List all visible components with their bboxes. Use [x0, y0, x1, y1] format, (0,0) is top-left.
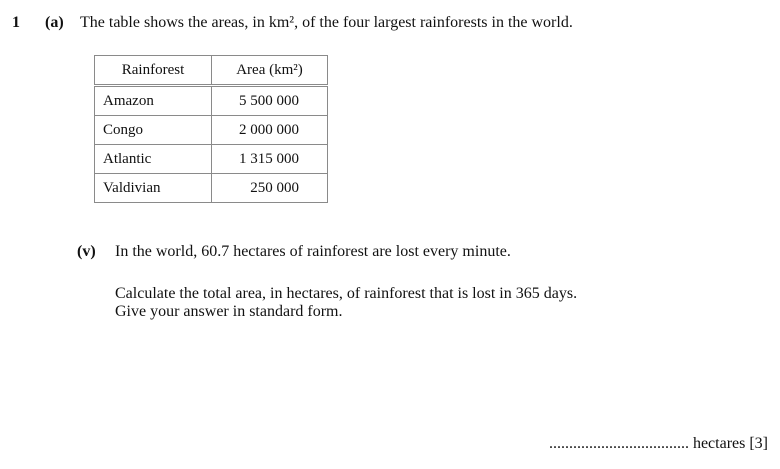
answer-dots[interactable]: ...................................	[548, 435, 689, 452]
question-part-label: (a)	[45, 14, 64, 31]
table-header-row	[95, 56, 328, 86]
table-cell-area: 250 000	[212, 174, 328, 203]
table-cell-area: 5 500 000	[212, 86, 328, 116]
table-cell-name: Valdivian	[95, 174, 212, 203]
table-cell-name: Atlantic	[95, 145, 212, 174]
table-header-rainforest: Rainforest	[95, 56, 212, 86]
table-header-area: Area (km²)	[212, 56, 328, 86]
table-row	[95, 116, 328, 145]
table-cell-name: Amazon	[95, 86, 212, 116]
subquestion-label: (v)	[77, 243, 96, 260]
question-intro-text: The table shows the areas, in km², of the four largest rainforests in the world.	[80, 14, 573, 31]
rainforest-area-table	[94, 55, 328, 203]
marks-label: [3]	[749, 435, 768, 452]
answer-line	[549, 435, 768, 453]
table-row	[95, 145, 328, 174]
table-row	[95, 174, 328, 203]
subquestion-instruction-1: Calculate the total area, in hectares, of rainforest that is lost in 365 days.	[115, 285, 578, 302]
table-cell-area: 2 000 000	[212, 116, 328, 145]
table-cell-name: Congo	[95, 116, 212, 145]
table-cell-area: 1 315 000	[212, 145, 328, 174]
question-number: 1	[12, 14, 20, 31]
table-row	[95, 86, 328, 116]
subquestion-instruction-2: Give your answer in standard form.	[115, 303, 343, 320]
subquestion-text: In the world, 60.7 hectares of rainforest are lost every minute.	[115, 243, 511, 260]
answer-unit: hectares	[692, 435, 746, 452]
